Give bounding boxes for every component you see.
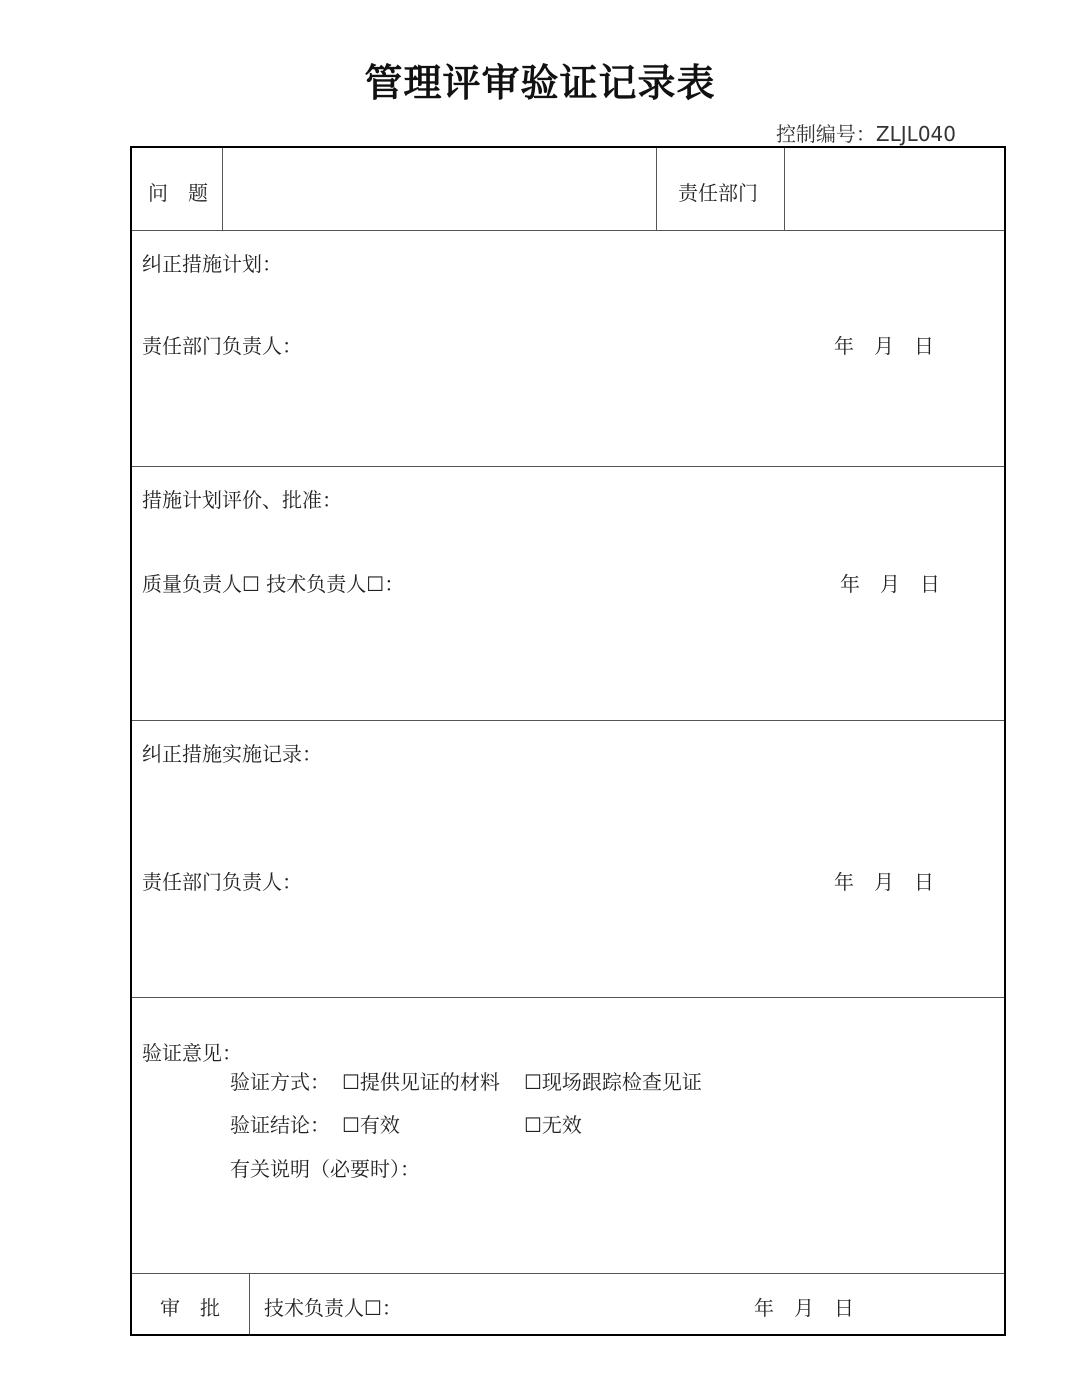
- dept-field[interactable]: [794, 177, 994, 203]
- implementation-section: [132, 720, 1004, 997]
- impl-dept-head-sign-date: 年 月 日: [834, 870, 934, 894]
- quality-tech-sign-date: 年 月 日: [840, 572, 940, 596]
- method-label: 验证方式：: [230, 1070, 330, 1094]
- result-option-invalid[interactable]: ☐无效: [524, 1113, 582, 1137]
- result-option-valid[interactable]: ☐有效: [342, 1113, 400, 1137]
- plan-approval-heading: 措施计划评价、批准：: [142, 488, 342, 512]
- issue-label: 问 题: [148, 181, 208, 205]
- verification-section: [132, 997, 1004, 1273]
- issue-field[interactable]: [232, 177, 646, 203]
- header-row: [132, 148, 1004, 230]
- method-option-onsite[interactable]: ☐现场跟踪检查见证: [524, 1070, 702, 1094]
- verification-heading: 验证意见：: [142, 1041, 242, 1065]
- impl-dept-head-sign-label: 责任部门负责人：: [142, 870, 302, 894]
- approval-label: 审 批: [160, 1296, 220, 1320]
- approval-row: [132, 1273, 1004, 1334]
- corrective-plan-section: [132, 230, 1004, 466]
- dept-head-sign-label: 责任部门负责人：: [142, 334, 302, 358]
- method-option-materials[interactable]: ☐提供见证的材料: [342, 1070, 500, 1094]
- plan-approval-section: [132, 466, 1004, 720]
- control-number: 控制编号：ZLJL040: [775, 122, 956, 146]
- record-form: [130, 146, 1006, 1336]
- approval-sign-date: 年 月 日: [754, 1296, 854, 1320]
- approval-sign-label: 技术负责人☐：: [264, 1296, 402, 1320]
- dept-label: 责任部门: [678, 181, 758, 205]
- implementation-heading: 纠正措施实施记录：: [142, 742, 322, 766]
- form-title: 管理评审验证记录表: [364, 61, 716, 105]
- note-label: 有关说明（必要时）：: [230, 1157, 420, 1181]
- result-label: 验证结论：: [230, 1113, 330, 1137]
- dept-head-sign-date: 年 月 日: [834, 334, 934, 358]
- corrective-plan-heading: 纠正措施计划：: [142, 252, 282, 276]
- quality-tech-sign-label: 质量负责人☐ 技术负责人☐：: [142, 572, 405, 596]
